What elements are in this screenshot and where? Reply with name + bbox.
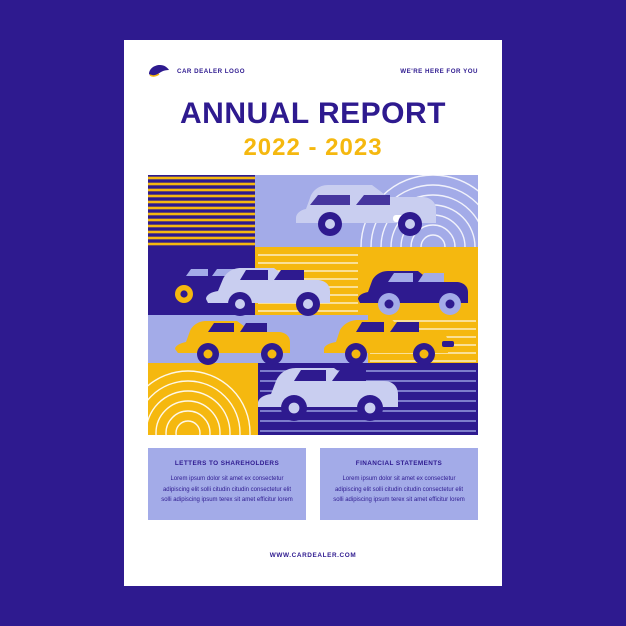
cover-illustration-svg xyxy=(148,175,478,435)
card-letters-to-shareholders[interactable] xyxy=(148,448,306,520)
header-tagline: WE'RE HERE FOR YOU xyxy=(400,67,478,75)
card-financial-statements[interactable] xyxy=(320,448,478,520)
card-title: LETTERS TO SHAREHOLDERS xyxy=(174,460,280,467)
summary-cards xyxy=(148,448,478,520)
card-title: FINANCIAL STATEMENTS xyxy=(355,460,443,467)
card-body: Lorem ipsum dolor sit amet ex consectetur adipiscing elit solli citudin citudin consectetur elit solli adipiscing ipsum terex sit amet efficitur lorem xyxy=(333,476,465,503)
cover-illustration xyxy=(148,175,478,435)
page-title: ANNUAL REPORT xyxy=(180,97,446,130)
title-block xyxy=(124,98,502,162)
card-body: Lorem ipsum dolor sit amet ex consectetur adipiscing elit solli citudin citudin consectetur elit solli adipiscing ipsum terex sit amet efficitur lorem xyxy=(161,476,293,503)
page-subtitle-years: 2022 - 2023 xyxy=(243,133,383,161)
brand-logo[interactable] xyxy=(148,63,245,79)
footer-website[interactable]: WWW.CARDEALER.COM xyxy=(269,552,357,559)
page-header xyxy=(148,58,478,84)
report-cover-page xyxy=(124,40,502,586)
logo-text: CAR DEALER LOGO xyxy=(177,67,246,75)
car-logo-icon xyxy=(148,63,170,79)
